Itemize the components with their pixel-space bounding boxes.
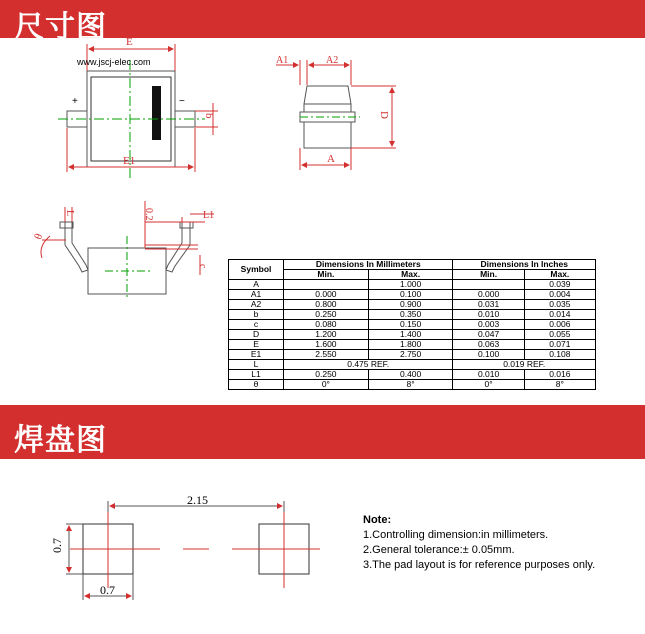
table-cell-in-min: 0.010: [453, 310, 524, 320]
notes: [363, 513, 595, 573]
table-cell-mm-max: 1.400: [368, 330, 453, 340]
minus-sign: −: [179, 96, 185, 107]
table-row: [229, 280, 596, 290]
table-cell-symbol: E: [229, 340, 284, 350]
table-cell-in-max: 0.055: [524, 330, 595, 340]
table-cell-mm-min: 0.250: [284, 370, 369, 380]
table-cell-in-max: 0.071: [524, 340, 595, 350]
table-cell-in-max: 0.016: [524, 370, 595, 380]
table-cell-in-max: 0.035: [524, 300, 595, 310]
table-cell-in-min: 0.003: [453, 320, 524, 330]
table-cell-mm-min: 0.800: [284, 300, 369, 310]
table-cell-mm-min: 1.200: [284, 330, 369, 340]
table-row: [229, 360, 596, 370]
notes-title: Note:: [363, 514, 392, 526]
label-L: L: [64, 210, 75, 217]
header-in-max: Max.: [524, 270, 595, 280]
header-in: Dimensions In Inches: [453, 260, 596, 270]
label-pitch: 2.15: [187, 493, 208, 507]
table-cell-mm-max: 0.350: [368, 310, 453, 320]
table-cell-in-min: 0.031: [453, 300, 524, 310]
table-cell-mm-max: 1.800: [368, 340, 453, 350]
table-cell-mm-max: 0.400: [368, 370, 453, 380]
table-row: [229, 380, 596, 390]
table-cell-symbol: L1: [229, 370, 284, 380]
label-0-2: 0.2: [143, 208, 154, 221]
table-cell-symbol: θ: [229, 380, 284, 390]
table-cell-mm-span: 0.475 REF.: [284, 360, 453, 370]
table-row: [229, 370, 596, 380]
dimensions-table: [228, 259, 596, 390]
table-row: [229, 290, 596, 300]
website-text: www.jscj-elec.com: [77, 57, 151, 67]
pad-layout-title: 焊盘图: [14, 423, 107, 458]
table-cell-in-min: 0°: [453, 380, 524, 390]
label-D: D: [378, 111, 390, 119]
label-width: 0.7: [100, 583, 115, 597]
table-row: [229, 350, 596, 360]
table-cell-symbol: D: [229, 330, 284, 340]
pad-view: [50, 493, 320, 600]
note-line-3: 3.The pad layout is for reference purposes only.: [363, 559, 596, 571]
label-theta: θ: [32, 232, 46, 242]
table-cell-mm-max: 0.900: [368, 300, 453, 310]
table-cell-mm-max: 1.000: [368, 280, 453, 290]
header-in-min: Min.: [453, 270, 524, 280]
label-E: E: [126, 36, 133, 48]
table-cell-in-min: 0.100: [453, 350, 524, 360]
label-c: c: [197, 264, 208, 269]
table-cell-in-min: 0.010: [453, 370, 524, 380]
dimensions-title: 尺寸图: [14, 10, 107, 45]
header-mm: Dimensions In Millimeters: [284, 260, 453, 270]
table-cell-in-max: 0.004: [524, 290, 595, 300]
table-cell-in-min: [453, 280, 524, 290]
table-cell-mm-min: 1.600: [284, 340, 369, 350]
table-row: [229, 320, 596, 330]
header-mm-min: Min.: [284, 270, 369, 280]
side-view: [276, 55, 396, 170]
header-symbol: Symbol: [229, 260, 284, 280]
table-cell-mm-min: 0.250: [284, 310, 369, 320]
lead-view: [32, 201, 214, 300]
label-A: A: [327, 153, 335, 165]
table-cell-in-max: 0.039: [524, 280, 595, 290]
table-cell-symbol: E1: [229, 350, 284, 360]
table-cell-mm-min: 2.550: [284, 350, 369, 360]
table-cell-in-span: 0.019 REF.: [453, 360, 596, 370]
plus-sign: +: [72, 96, 78, 107]
table-cell-symbol: A1: [229, 290, 284, 300]
note-line-1: 1.Controlling dimension:in millimeters.: [363, 529, 549, 541]
table-row: [229, 310, 596, 320]
table-cell-mm-max: 0.150: [368, 320, 453, 330]
header-mm-max: Max.: [368, 270, 453, 280]
table-cell-in-max: 0.014: [524, 310, 595, 320]
table-cell-mm-max: 0.100: [368, 290, 453, 300]
table-cell-symbol: c: [229, 320, 284, 330]
table-cell-mm-max: 2.750: [368, 350, 453, 360]
label-E1: E1: [123, 155, 136, 167]
table-cell-in-min: 0.047: [453, 330, 524, 340]
table-cell-in-min: 0.000: [453, 290, 524, 300]
table-cell-in-max: 8°: [524, 380, 595, 390]
table-cell-mm-min: 0°: [284, 380, 369, 390]
table-cell-symbol: A: [229, 280, 284, 290]
table-cell-mm-min: [284, 280, 369, 290]
table-row: [229, 340, 596, 350]
table-cell-symbol: L: [229, 360, 284, 370]
table-cell-mm-min: 0.080: [284, 320, 369, 330]
table-row: [229, 300, 596, 310]
table-cell-symbol: b: [229, 310, 284, 320]
label-L1: L1: [203, 210, 215, 221]
note-line-2: 2.General tolerance:± 0.05mm.: [363, 544, 515, 556]
label-height: 0.7: [50, 538, 64, 553]
cathode-band: [152, 86, 161, 140]
label-A2: A2: [326, 55, 339, 66]
table-cell-mm-min: 0.000: [284, 290, 369, 300]
table-cell-in-min: 0.063: [453, 340, 524, 350]
table-row: [229, 330, 596, 340]
top-view: [58, 36, 218, 178]
label-A1: A1: [276, 55, 289, 66]
table-cell-symbol: A2: [229, 300, 284, 310]
table-cell-in-max: 0.108: [524, 350, 595, 360]
table-cell-in-max: 0.006: [524, 320, 595, 330]
label-b: b: [203, 113, 215, 119]
dimensions-table-body: [229, 280, 596, 390]
table-cell-mm-max: 8°: [368, 380, 453, 390]
